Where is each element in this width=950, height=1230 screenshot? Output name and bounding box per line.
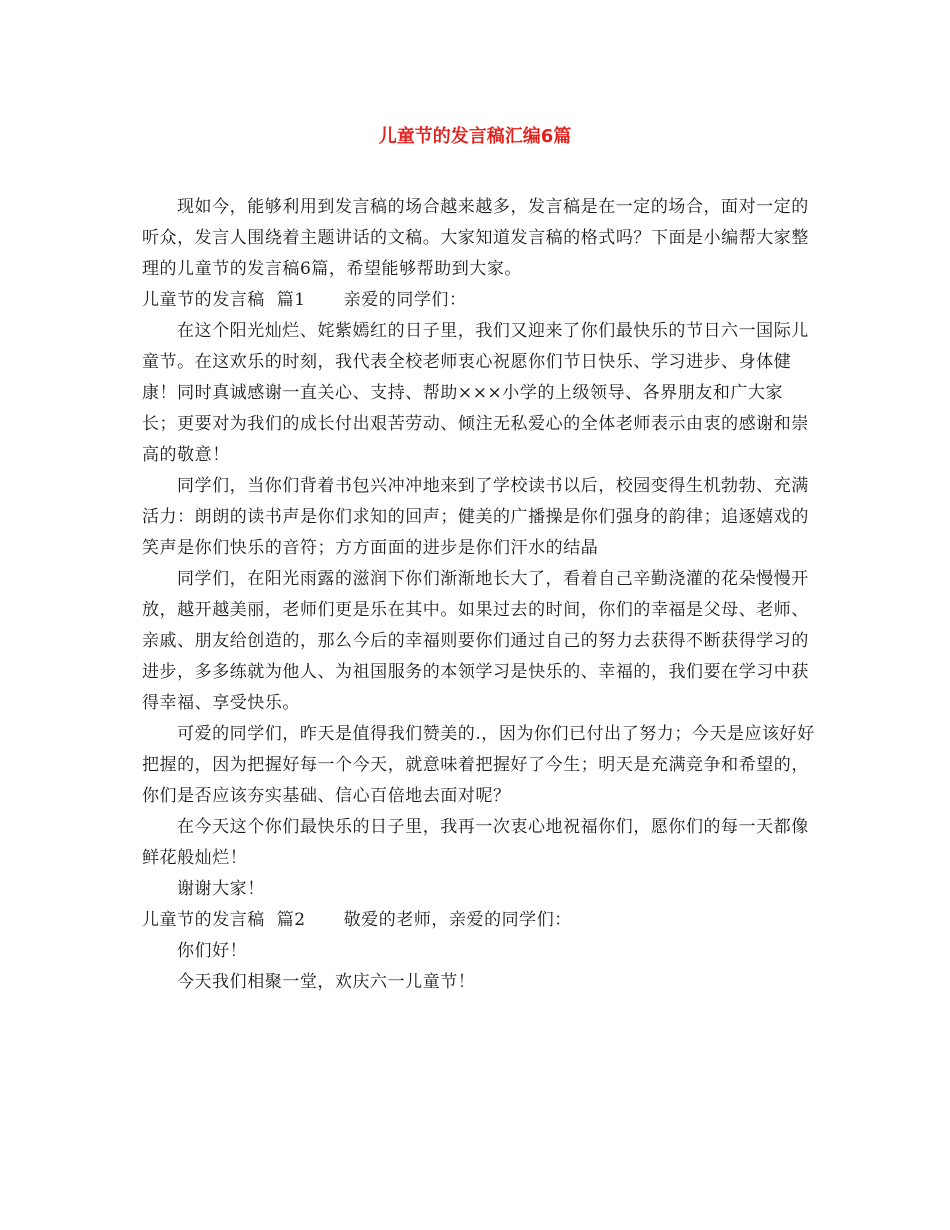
- article-2-heading-line: [142, 905, 818, 936]
- article-1-paragraph: 在这个阳光灿烂、姹紫嫣红的日子里，我们又迎来了你们最快乐的节日六一国际儿童节。在这欢乐的时刻，我代表全校老师衷心祝愿你们节日快乐、学习进步、身体健康！同时真诚感谢一直关心、支持、帮助×××小学的上级领导、各界朋友和广大家长；更要对为我们的成长付出艰苦劳动、倾注无私爱心的全体老师表示由衷的感谢和崇高的敬意！: [142, 321, 809, 465]
- article-1-paragraph: 同学们，当你们背着书包兴冲冲地来到了学校读书以后，校园变得生机勃勃、充满活力：朗朗的读书声是你们求知的回声；健美的广播操是你们强身的韵律；追逐嬉戏的笑声是你们快乐的音符；方方面面的进步是你们汗水的结晶: [142, 476, 809, 558]
- article-2-salutation: 敬爱的老师，亲爱的同学们：: [343, 910, 572, 930]
- document-title: 儿童节的发言稿汇编6篇: [378, 126, 572, 147]
- article-1-paragraph: 在今天这个你们最快乐的日子里，我再一次衷心地祝福你们，愿你们的每一天都像鲜花般灿烂！: [142, 817, 809, 868]
- article-1-heading-line: [142, 285, 818, 316]
- article-1-closing: 谢谢大家！: [177, 879, 265, 899]
- article-2-paragraph: 今天我们相聚一堂，欢庆六一儿童节！: [177, 972, 476, 992]
- article-1-paragraph: 可爱的同学们，昨天是值得我们赞美的.，因为你们已付出了努力；今天是应该好好把握的，因为把握好每一个今天，就意味着把握好了今生；明天是充满竞争和希望的，你们是否应该夯实基础、信心百倍地去面对呢？: [142, 724, 815, 806]
- document-body: [142, 192, 818, 998]
- article-1-heading: 儿童节的发言稿 篇1: [142, 290, 306, 310]
- article-1-paragraph: 同学们，在阳光雨露的滋润下你们渐渐地长大了，看着自己辛勤浇灌的花朵慢慢开放，越开越美丽，老师们更是乐在其中。如果过去的时间，你们的幸福是父母、老师、亲戚、朋友给创造的，那么今后的幸福则要你们通过自己的努力去获得不断获得学习的进步，多多练就为他人、为祖国服务的本领学习是快乐的、幸福的，我们要在学习中获得幸福、享受快乐。: [142, 569, 809, 713]
- intro-paragraph: 现如今，能够利用到发言稿的场合越来越多，发言稿是在一定的场合，面对一定的听众，发言人围绕着主题讲话的文稿。大家知道发言稿的格式吗？下面是小编帮大家整理的儿童节的发言稿6篇，希望能够帮助到大家。: [142, 197, 809, 279]
- article-2-heading: 儿童节的发言稿 篇2: [142, 910, 306, 930]
- article-1-salutation: 亲爱的同学们：: [343, 290, 467, 310]
- article-2-paragraph: 你们好！: [177, 941, 248, 961]
